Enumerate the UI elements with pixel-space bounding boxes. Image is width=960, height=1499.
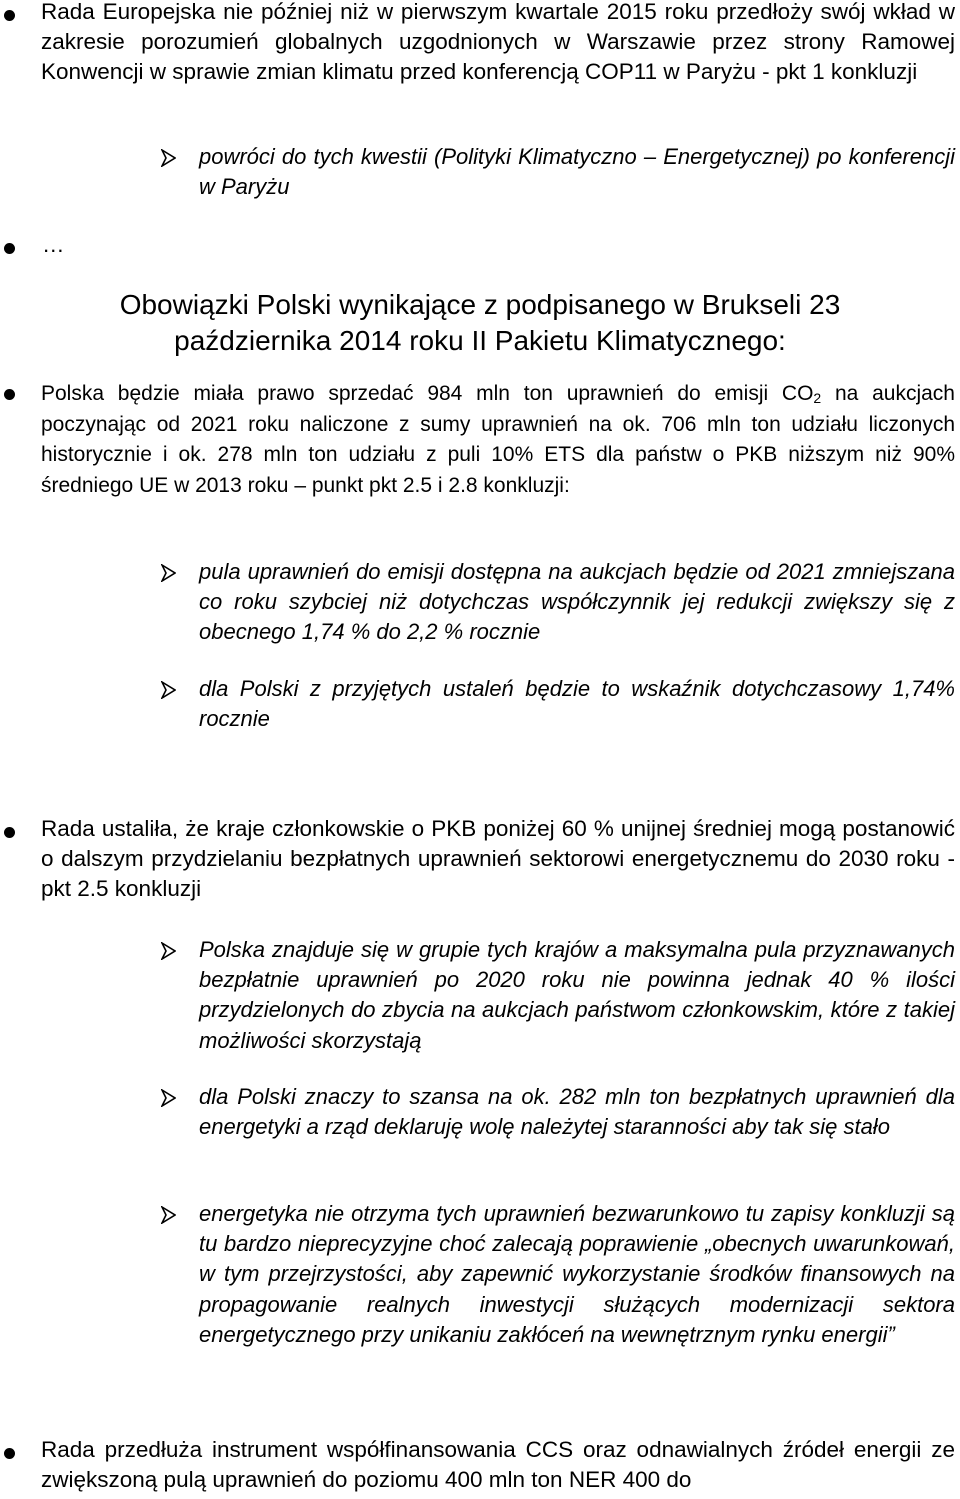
paragraph-text: Rada Europejska nie później niż w pierwszym kwartale 2015 roku przedłoży swój wkład w zakresie porozumień globalnych uzgodnionych w Warszawie przez strony Ramowej Konwencji w sprawie zmian klimatu przed konferencją COP11 w Paryżu - pkt 1 konkluzji xyxy=(41,0,955,84)
paragraph-text: … xyxy=(42,232,65,257)
heading-line-2: października 2014 roku II Pakietu Klimatycznego: xyxy=(174,325,786,356)
arrow-bullet-icon xyxy=(161,1089,176,1107)
sub-item-text: dla Polski z przyjętych ustaleń będzie to wskaźnik dotychczasowy 1,74% rocznie xyxy=(199,676,955,732)
sub-item-text: pula uprawnień do emisji dostępna na aukcjach będzie od 2021 zmniejszana co roku szybciej niż dotychczas współczynnik jej redukcji zwiększy się z obecnego 1,74 % do 2,2 % rocznie xyxy=(199,559,955,645)
paragraph-text: Rada ustaliła, że kraje członkowskie o PKB poniżej 60 % unijnej średniej mogą postanowić o dalszym przydzielaniu bezpłatnych uprawnień sektorowi energetycznemu do 2030 roku - pkt 2.5 konkluzji xyxy=(41,816,955,901)
bullet-icon xyxy=(4,1448,15,1459)
arrow-bullet-icon xyxy=(161,149,176,167)
arrow-bullet-icon xyxy=(161,1206,176,1224)
bullet-icon xyxy=(4,827,15,838)
arrow-bullet-icon xyxy=(161,564,176,582)
bullet-icon xyxy=(4,10,15,21)
bullet-icon xyxy=(4,243,15,254)
sub-item-text: powróci do tych kwestii (Polityki Klimatyczno – Energetycznej) po konferencji w Paryżu xyxy=(199,144,955,200)
sub-item-text: dla Polski znaczy to szansa na ok. 282 mln ton bezpłatnych uprawnień dla energetyki a rząd deklaruję wolę należytej staranności aby tak się stało xyxy=(199,1084,955,1140)
bullet-icon xyxy=(4,389,15,400)
heading-line-1: Obowiązki Polski wynikające z podpisanego w Brukseli 23 xyxy=(119,289,841,320)
arrow-bullet-icon xyxy=(161,942,176,960)
arrow-bullet-icon xyxy=(161,681,176,699)
sub-item-text: Polska znajduje się w grupie tych krajów a maksymalna pula przyznawanych bezpłatnie uprawnień po 2020 roku nie powinna jednak 40 % ilości przydzielonych do zbycia na aukcjach państwom członkowskim, które z takiej możliwości skorzystają xyxy=(199,937,955,1053)
paragraph-text: Polska będzie miała prawo sprzedać 984 mln ton uprawnień do emisji $CO_2$ na aukcjach poczynając od 2021 roku naliczone z sumy uprawnień na ok. 706 mln ton udziału liczonych historycznie i ok. 278 mln ton udziału z puli 10% ETS dla państw o PKB niższym niż 90% średniego UE w 2013 roku – punkt pkt 2.5 i 2.8 konkluzji: xyxy=(41,382,955,498)
paragraph-text: Rada przedłuża instrument współfinansowania CCS oraz odnawialnych źródeł energii ze zwiększoną pulą uprawnień do poziomu 400 mln ton NER 400 do xyxy=(41,1437,955,1492)
sub-item-text: energetyka nie otrzyma tych uprawnień bezwarunkowo tu zapisy konkluzji są tu bardzo nieprecyzyjne choć zalecają poprawienie „obecnych uwarunkowań, w tym przejrzystości, aby zapewnić wykorzystanie środków finansowych na propagowanie realnych inwestycji służących modernizacji sektora energetycznego przy unikaniu zakłóceń na wewnętrznym rynku energii” xyxy=(199,1201,955,1347)
